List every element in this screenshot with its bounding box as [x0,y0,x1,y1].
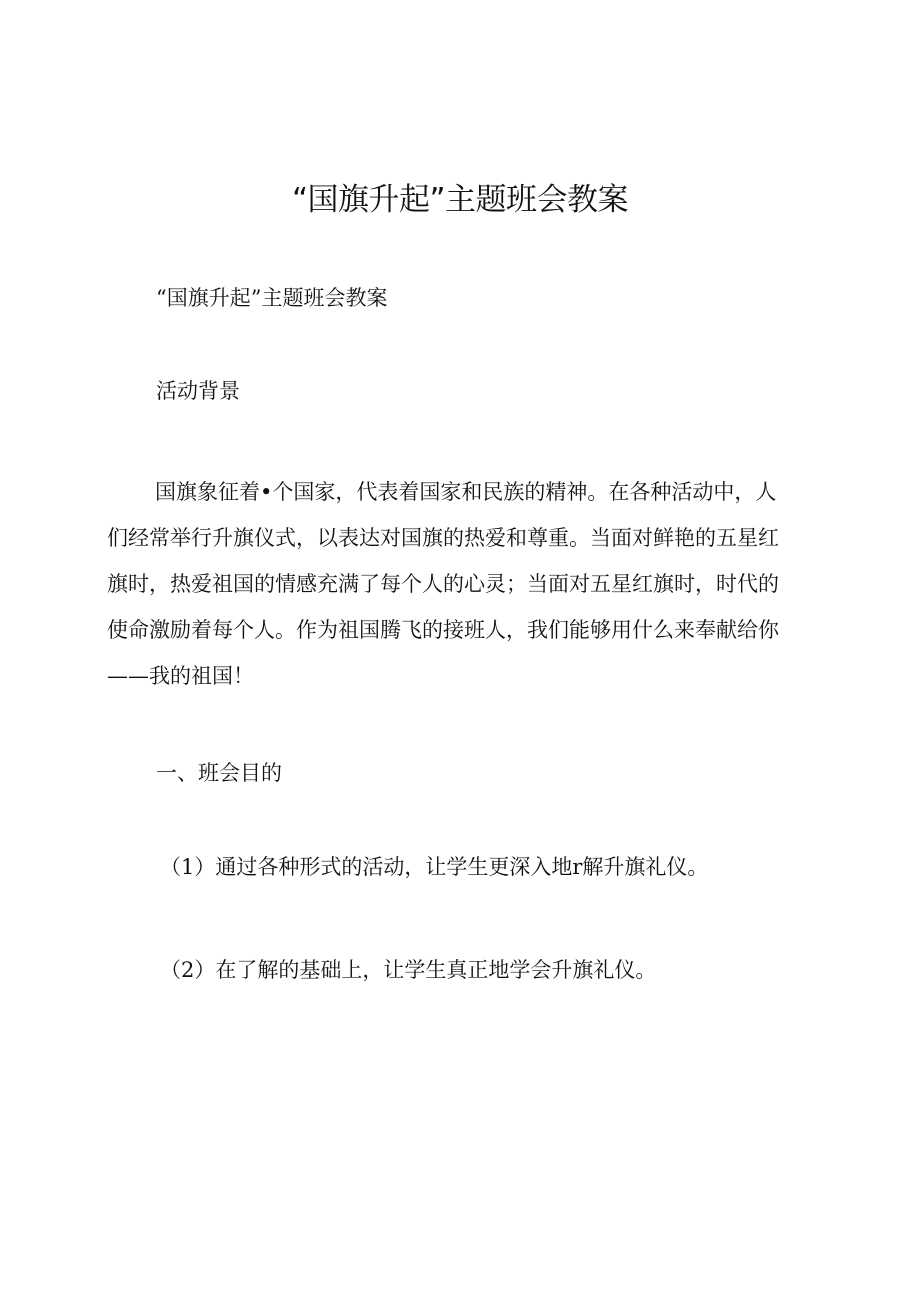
paragraph-line: 旗时，热爱祖国的情感充满了每个人的心灵；当面对五星红旗时，时代的 [107,572,779,596]
paragraph-line: 们经常举行升旗仪式，以表达对国旗的热爱和尊重。当面对鲜艳的五星红 [107,526,779,550]
goals-heading: 一、班会目的 [156,761,282,785]
background-paragraph [107,469,807,699]
paragraph-line: 使命激励着每个人。作为祖国腾飞的接班人，我们能够用什么来奉献给你 [107,618,779,642]
paragraph-line: 国旗象征着•个国家，代表着国家和民族的精神。在各种活动中，人 [155,480,777,504]
background-heading: 活动背景 [156,379,240,403]
goal-item: （1）通过各种形式的活动，让学生更深入地r解升旗礼仪。 [160,855,709,879]
paragraph-line: ——我的祖国！ [107,664,254,688]
goal-item: （2）在了解的基础上，让学生真正地学会升旗礼仪。 [160,958,657,982]
document-subtitle: “国旗升起”主题班会教案 [156,286,388,310]
document-title: “国旗升起”主题班会教案 [291,182,629,218]
